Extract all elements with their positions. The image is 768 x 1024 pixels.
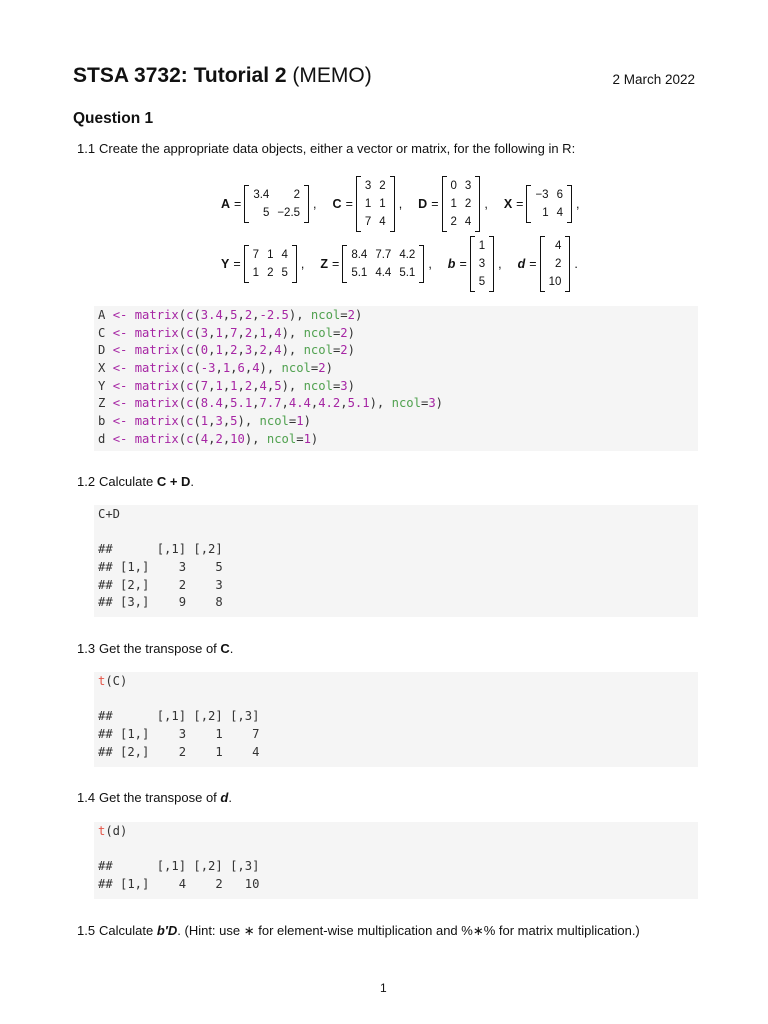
- item-number: 1.2: [77, 474, 96, 489]
- matrix-label-Y: Y: [221, 257, 230, 271]
- matrix-cell: 4: [379, 216, 386, 228]
- matrix-cell: 1: [267, 249, 274, 261]
- item-number: 1.1: [77, 141, 96, 156]
- matrix-cell: 1: [478, 240, 486, 252]
- matrix-cell: 8.4: [351, 249, 368, 261]
- matrix-row-2: Y = 7 1 4 1 2 5 , Z = 8.4 7.7 4.2 5.1 4.4 5.1 , b = 1 3 5 , d = 4 2 10 .: [221, 236, 578, 292]
- matrix-cell: 4: [464, 216, 472, 228]
- matrix-cell: −2.5: [277, 207, 301, 219]
- matrix-cell: 3: [478, 258, 486, 270]
- matrix-cell: 7.7: [375, 249, 392, 261]
- item-number: 1.3: [77, 641, 96, 656]
- vector-d: [540, 236, 571, 292]
- question-heading: Question 1: [73, 110, 154, 127]
- code-block-transpose-c: [94, 672, 698, 767]
- code-line: Y <- matrix(c(7,1,1,2,4,5), ncol=3): [98, 378, 355, 393]
- matrix-X: [526, 185, 572, 223]
- matrix-Y: [244, 245, 297, 283]
- item-1-5: [77, 923, 717, 941]
- output-line: ## [2,] 2 3: [98, 577, 223, 592]
- item-text: Get the transpose of C.: [99, 641, 234, 656]
- matrix-cell: 2: [554, 258, 562, 270]
- matrix-cell: 5: [262, 207, 270, 219]
- matrix-label-Z: Z: [320, 257, 328, 271]
- matrix-label-C: C: [332, 197, 342, 211]
- matrix-C: [356, 176, 395, 232]
- output-line: ## [2,] 2 1 4: [98, 744, 260, 759]
- output-line: ## [1,] 3 1 7: [98, 727, 260, 742]
- code-line: d <- matrix(c(4,2,10), ncol=1): [98, 431, 319, 446]
- matrix-cell: 2: [464, 198, 472, 210]
- matrix-cell: 4: [281, 249, 288, 261]
- output-line: ## [1,] 3 5: [98, 560, 223, 575]
- matrix-cell: 1: [379, 198, 386, 210]
- code-line: A <- matrix(c(3.4,5,2,-2.5), ncol=2): [98, 308, 363, 322]
- matrix-cell: 4: [556, 207, 563, 219]
- matrix-label-X: X: [503, 197, 513, 211]
- matrix-cell: 2: [293, 189, 301, 201]
- code-command: C+D: [98, 507, 121, 521]
- matrix-cell: 0: [450, 180, 457, 192]
- code-block-transpose-d: [94, 822, 698, 899]
- date: 2 March 2022: [612, 72, 695, 87]
- matrix-cell: 7: [252, 249, 260, 261]
- page-title: [73, 64, 372, 88]
- output-line: ## [,1] [,2] [,3]: [98, 709, 260, 724]
- output-line: ## [,1] [,2] [,3]: [98, 859, 260, 874]
- matrix-label-D: D: [418, 197, 428, 211]
- output-line: ## [,1] [,2]: [98, 542, 223, 557]
- item-1-1: [77, 141, 697, 159]
- matrix-cell: 3.4: [253, 189, 270, 201]
- code-line: D <- matrix(c(0,1,2,3,2,4), ncol=2): [98, 343, 355, 358]
- item-text: Create the appropriate data objects, either a vector or matrix, for the following in R:: [99, 141, 576, 156]
- code-line: C <- matrix(c(3,1,7,2,1,4), ncol=2): [98, 325, 355, 340]
- code-line: Z <- matrix(c(8.4,5.1,7.7,4.4,4.2,5.1), ncol=3): [98, 396, 443, 411]
- item-1-3: [77, 641, 697, 659]
- matrix-cell: 5: [478, 276, 486, 288]
- matrix-cell: 5.1: [351, 267, 368, 279]
- matrix-cell: 4.4: [375, 267, 392, 279]
- code-block-create: [94, 306, 698, 451]
- matrix-cell: 1: [364, 198, 372, 210]
- item-number: 1.4: [77, 790, 96, 805]
- matrix-Z: [342, 245, 424, 283]
- code-block-c-plus-d: [94, 505, 698, 617]
- matrix-row-1: A = 3.4 2 5 −2.5 , C = 3 2 1 1 7 4 , D = 0 3 1 2 2 4 , X = −3 6 1 4 ,: [221, 176, 579, 232]
- item-text: Calculate C + D.: [99, 474, 195, 489]
- matrix-cell: 2: [450, 216, 457, 228]
- matrix-cell: 4.2: [399, 249, 416, 261]
- matrix-cell: 10: [548, 276, 562, 288]
- item-1-4: [77, 790, 697, 808]
- matrix-cell: 1: [252, 267, 260, 279]
- matrix-cell: 5.1: [399, 267, 416, 279]
- title-suffix: (MEMO): [292, 64, 372, 87]
- matrix-A: [244, 185, 309, 223]
- matrix-cell: −3: [535, 189, 549, 201]
- matrix-label-A: A: [221, 197, 231, 211]
- item-number: 1.5: [77, 923, 96, 938]
- matrix-cell: 6: [556, 189, 563, 201]
- item-text: Get the transpose of d.: [99, 790, 232, 805]
- code-command: t(C): [98, 674, 128, 688]
- matrix-cell: 2: [267, 267, 274, 279]
- vector-label-d: d: [517, 257, 526, 271]
- code-line: b <- matrix(c(1,3,5), ncol=1): [98, 414, 311, 429]
- item-1-2: [77, 474, 697, 492]
- output-line: ## [1,] 4 2 10: [98, 877, 260, 892]
- output-line: ## [3,] 9 8: [98, 595, 223, 610]
- matrix-cell: 3: [464, 180, 472, 192]
- code-command: t(d): [98, 824, 128, 838]
- page-number: 1: [380, 981, 387, 995]
- matrix-cell: 1: [450, 198, 457, 210]
- item-text: Calculate b′D. (Hint: use ∗ for element-wise multiplication and %∗% for matrix multiplication.): [99, 923, 640, 938]
- matrix-D: [442, 176, 481, 232]
- vector-b: [470, 236, 494, 292]
- vector-label-b: b: [447, 257, 456, 271]
- matrix-cell: 5: [281, 267, 288, 279]
- matrix-cell: 4: [554, 240, 562, 252]
- matrix-cell: 7: [364, 216, 372, 228]
- matrix-cell: 3: [364, 180, 372, 192]
- title-main: STSA 3732: Tutorial 2: [73, 64, 287, 87]
- matrix-cell: 2: [379, 180, 386, 192]
- code-line: X <- matrix(c(-3,1,6,4), ncol=2): [98, 361, 333, 376]
- matrix-cell: 1: [542, 207, 549, 219]
